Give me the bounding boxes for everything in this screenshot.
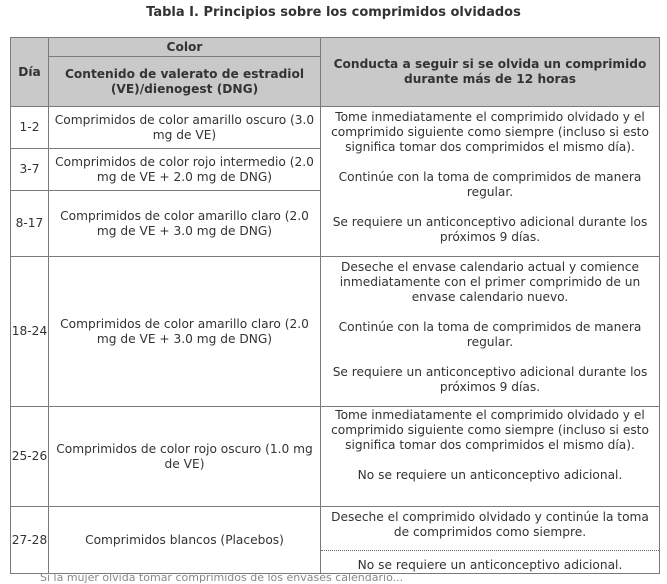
table-row-content: Comprimidos de color amarillo claro (2.0 mg de VE + 3.0 mg de DNG) [49, 257, 321, 407]
table-row-content: Comprimidos de color rojo oscuro (1.0 mg de VE) [49, 407, 321, 507]
conduct-item: Deseche el comprimido olvidado y continúe la toma de comprimidos como siempre. [331, 510, 649, 539]
conduct-item: Deseche el envase calendario actual y comience inmediatamente con el primer comprimido de un envase calendario nuevo. [339, 260, 641, 304]
conduct-item: Tome inmediatamente el comprimido olvidado y el comprimido siguiente como siempre (incluso si esto significa tomar dos comprimidos el mismo día). [331, 110, 649, 154]
footer-text: Si la mujer olvida tomar comprimidos de los envases calendario... [40, 571, 404, 584]
conduct-cell-days-25-26 [321, 407, 660, 507]
header-color: Color [49, 38, 321, 57]
conduct-item: Se requiere un anticonceptivo adicional durante los próximos 9 días. [332, 365, 648, 394]
table-row-day: 3-7 [11, 149, 49, 191]
conduct-item: Se requiere un anticonceptivo adicional durante los próximos 9 días. [332, 215, 648, 244]
table-row-day: 25-26 [11, 407, 49, 507]
table-row-day: 8-17 [11, 191, 49, 257]
header-conduct: Conducta a seguir si se olvida un comprimido durante más de 12 horas [321, 38, 660, 107]
conduct-cell-days-1-17 [321, 107, 660, 257]
conduct-item: Continúe con la toma de comprimidos de manera regular. [338, 170, 642, 199]
table-row-day: 27-28 [11, 507, 49, 574]
table-row-content: Comprimidos de color amarillo oscuro (3.0 mg de VE) [49, 107, 321, 149]
table-row-day: 1-2 [11, 107, 49, 149]
missed-pills-table [10, 37, 660, 574]
dotted-divider [321, 550, 659, 551]
header-day: Día [11, 38, 49, 107]
header-content: Contenido de valerato de estradiol (VE)/dienogest (DNG) [49, 57, 321, 107]
conduct-item: No se requiere un anticonceptivo adicional. [357, 468, 623, 482]
table-title: Tabla I. Principios sobre los comprimidos olvidados [146, 5, 521, 20]
conduct-item: Continúe con la toma de comprimidos de manera regular. [338, 320, 642, 349]
conduct-cell-days-27-28 [321, 507, 660, 574]
table-row-day: 18-24 [11, 257, 49, 407]
table-row-content: Comprimidos blancos (Placebos) [49, 507, 321, 574]
table-row-content: Comprimidos de color amarillo claro (2.0 mg de VE + 3.0 mg de DNG) [49, 191, 321, 257]
table-row-content: Comprimidos de color rojo intermedio (2.0 mg de VE + 2.0 mg de DNG) [49, 149, 321, 191]
conduct-item: Tome inmediatamente el comprimido olvidado y el comprimido siguiente como siempre (incluso si esto significa tomar dos comprimidos el mismo día). [331, 408, 649, 452]
conduct-item: No se requiere un anticonceptivo adicional. [357, 558, 623, 572]
conduct-cell-days-18-24 [321, 257, 660, 407]
